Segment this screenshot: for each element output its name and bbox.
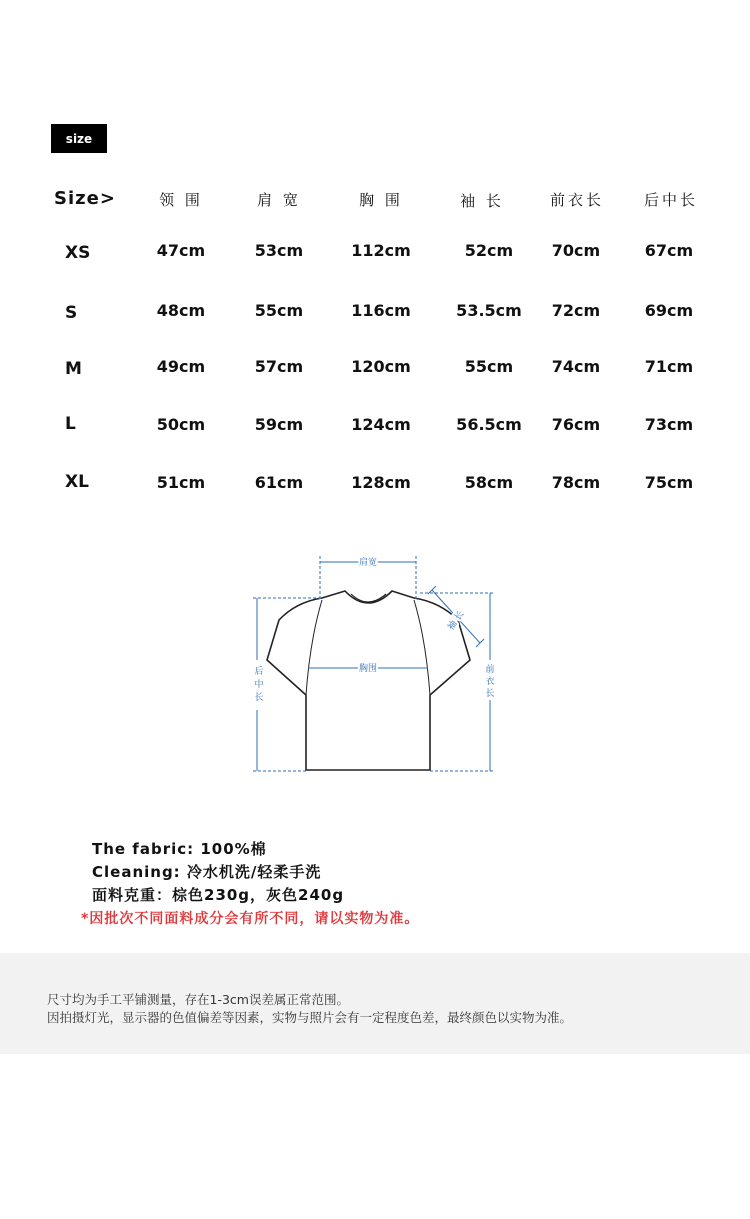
row-label-l: L bbox=[65, 414, 76, 434]
vertical-label-char: 长 bbox=[254, 693, 264, 703]
size-badge: size bbox=[51, 124, 107, 153]
fabric-material: The fabric: 100%棉 bbox=[92, 840, 267, 858]
label-back-length bbox=[254, 665, 263, 703]
row-label-xs: XS bbox=[65, 243, 91, 263]
table-cell: 74cm bbox=[551, 357, 601, 376]
table-cell: 51cm bbox=[156, 473, 206, 492]
fabric-cleaning: Cleaning: 冷水机洗/轻柔手洗 bbox=[92, 863, 322, 881]
table-cell: 71cm bbox=[644, 357, 694, 376]
table-cell: 55cm bbox=[464, 357, 514, 376]
row-label-xl: XL bbox=[65, 472, 89, 492]
header-front-length: 前衣长 bbox=[549, 191, 605, 209]
table-cell: 55cm bbox=[254, 301, 304, 320]
label-front-length bbox=[485, 663, 494, 699]
tshirt-collar bbox=[351, 594, 386, 602]
table-cell: 124cm bbox=[351, 415, 411, 434]
tshirt-outline bbox=[267, 591, 470, 770]
tshirt-measurement-diagram bbox=[0, 540, 750, 790]
sleeve-seam-right bbox=[414, 600, 430, 695]
table-cell: 50cm bbox=[156, 415, 206, 434]
header-chest: 胸 围 bbox=[359, 191, 403, 209]
table-cell: 112cm bbox=[351, 241, 411, 260]
sleeve-seam-left bbox=[306, 600, 322, 695]
table-cell: 58cm bbox=[464, 473, 514, 492]
table-cell: 69cm bbox=[644, 301, 694, 320]
table-cell: 128cm bbox=[351, 473, 411, 492]
header-collar: 领 围 bbox=[159, 191, 203, 209]
table-cell: 53.5cm bbox=[456, 301, 522, 320]
header-shoulder: 肩 宽 bbox=[257, 191, 301, 209]
vertical-label-char: 中 bbox=[254, 680, 264, 690]
table-cell: 57cm bbox=[254, 357, 304, 376]
table-cell: 76cm bbox=[551, 415, 601, 434]
footer-line-1: 尺寸均为手工平铺测量，存在1-3cm误差属正常范围。 bbox=[47, 992, 349, 1007]
table-cell: 67cm bbox=[644, 241, 694, 260]
table-cell: 49cm bbox=[156, 357, 206, 376]
table-cell: 70cm bbox=[551, 241, 601, 260]
row-label-s: S bbox=[65, 303, 78, 323]
vertical-label-char: 衣 bbox=[485, 677, 495, 687]
table-cell: 73cm bbox=[644, 415, 694, 434]
table-cell: 78cm bbox=[551, 473, 601, 492]
table-cell: 48cm bbox=[156, 301, 206, 320]
fabric-info bbox=[81, 838, 712, 928]
fabric-note: *因批次不同面料成分会有所不同，请以实物为准。 bbox=[81, 911, 420, 927]
table-cell: 52cm bbox=[464, 241, 514, 260]
table-cell: 56.5cm bbox=[456, 415, 522, 434]
size-header: Size> bbox=[54, 188, 116, 209]
label-shoulder: 肩宽 bbox=[358, 558, 378, 568]
vertical-label-char: 前 bbox=[485, 665, 495, 675]
table-cell: 120cm bbox=[351, 357, 411, 376]
vertical-label-char: 后 bbox=[254, 667, 264, 677]
footer-line-2: 因拍摄灯光，显示器的色值偏差等因素，实物与照片会有一定程度色差，最终颜色以实物为准。 bbox=[47, 1010, 573, 1025]
table-cell: 59cm bbox=[254, 415, 304, 434]
table-cell: 116cm bbox=[351, 301, 411, 320]
label-chest: 胸围 bbox=[358, 664, 378, 674]
size-table bbox=[0, 0, 750, 520]
table-cell: 72cm bbox=[551, 301, 601, 320]
header-back-length: 后中长 bbox=[643, 191, 699, 209]
header-sleeve: 袖 长 bbox=[460, 192, 504, 210]
table-cell: 53cm bbox=[254, 241, 304, 260]
table-cell: 61cm bbox=[254, 473, 304, 492]
row-label-m: M bbox=[65, 359, 82, 379]
footer-disclaimer bbox=[0, 953, 750, 1054]
fabric-weight: 面料克重：棕色230g，灰色240g bbox=[92, 886, 345, 904]
table-cell: 75cm bbox=[644, 473, 694, 492]
table-cell: 47cm bbox=[156, 241, 206, 260]
label-sleeve: 袖 长 bbox=[446, 609, 467, 633]
vertical-label-char: 长 bbox=[485, 689, 495, 699]
